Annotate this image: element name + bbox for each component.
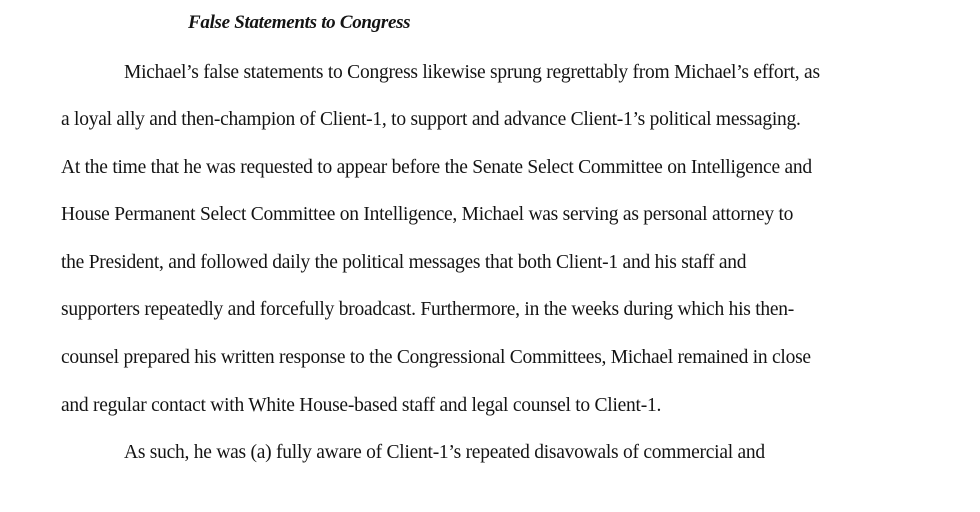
paragraph-line-4: House Permanent Select Committee on Intelligence, Michael was serving as personal attorney to	[61, 204, 794, 225]
paragraph-line-2: a loyal ally and then-champion of Client-1, to support and advance Client-1’s political messaging.	[61, 109, 801, 130]
paragraph-line-5: the President, and followed daily the political messages that both Client-1 and his staff and	[61, 252, 747, 273]
paragraph-line-6: supporters repeatedly and forcefully broadcast. Furthermore, in the weeks during which his then-	[61, 299, 795, 320]
paragraph-line-7: counsel prepared his written response to the Congressional Committees, Michael remained in close	[61, 347, 811, 368]
paragraph-line-1: Michael’s false statements to Congress likewise sprung regrettably from Michael’s effort, as	[124, 62, 820, 83]
paragraph-line-8: and regular contact with White House-based staff and legal counsel to Client-1.	[61, 395, 662, 416]
paragraph-line-3: At the time that he was requested to appear before the Senate Select Committee on Intelligence and	[61, 157, 812, 178]
section-heading: False Statements to Congress	[188, 12, 411, 33]
paragraph-line-9: As such, he was (a) fully aware of Client-1’s repeated disavowals of commercial and	[124, 442, 765, 463]
